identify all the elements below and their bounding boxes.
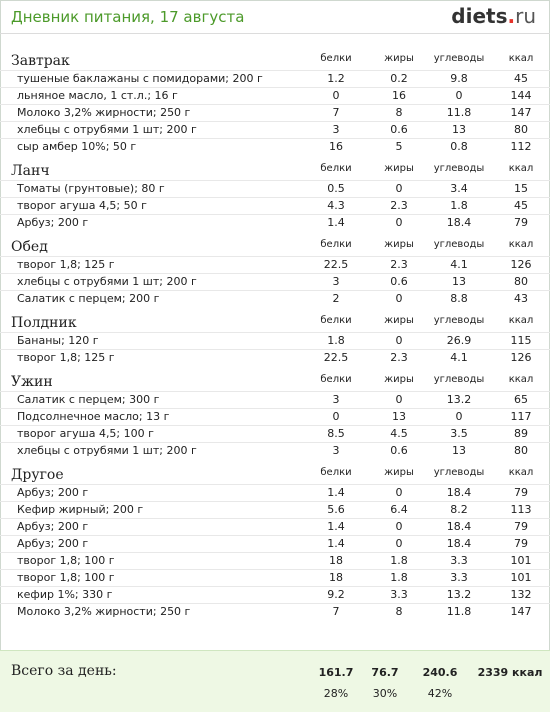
- food-row: [0, 274, 550, 291]
- food-kcal: 147: [492, 604, 550, 621]
- meal-title: Полдник: [11, 315, 77, 331]
- food-kcal: 65: [492, 392, 550, 409]
- column-header-fat: жиры: [384, 374, 414, 385]
- food-protein: 7: [300, 105, 372, 122]
- food-fat: 0: [372, 485, 426, 502]
- column-header-fat: жиры: [384, 53, 414, 64]
- food-row: [0, 426, 550, 443]
- food-carbs: 0: [426, 409, 492, 426]
- food-kcal: 80: [492, 122, 550, 139]
- food-row: [0, 105, 550, 122]
- food-carbs: 3.5: [426, 426, 492, 443]
- food-kcal: 144: [492, 88, 550, 105]
- food-carbs: 3.3: [426, 570, 492, 587]
- food-fat: 0: [372, 291, 426, 308]
- total-protein: 161.7: [318, 666, 354, 679]
- meal-title: Другое: [11, 467, 64, 483]
- food-protein: 8.5: [300, 426, 372, 443]
- food-name: творог агуша 4,5; 100 г: [0, 426, 300, 443]
- food-fat: 8: [372, 105, 426, 122]
- food-name: Арбуз; 200 г: [0, 485, 300, 502]
- total-kcal: 2339 ккал: [477, 666, 543, 679]
- food-fat: 0.6: [372, 274, 426, 291]
- food-name: Кефир жирный; 200 г: [0, 502, 300, 519]
- food-name: Арбуз; 200 г: [0, 536, 300, 553]
- column-header-kcal: ккал: [508, 163, 534, 174]
- food-kcal: 101: [492, 570, 550, 587]
- food-row: [0, 139, 550, 156]
- food-row: [0, 443, 550, 460]
- fat-percent: 30%: [372, 687, 398, 700]
- total-carbs: 240.6: [422, 666, 458, 679]
- food-protein: 18: [300, 553, 372, 570]
- food-fat: 13: [372, 409, 426, 426]
- food-kcal: 45: [492, 71, 550, 88]
- food-carbs: 13.2: [426, 587, 492, 604]
- food-kcal: 126: [492, 257, 550, 274]
- food-row: [0, 409, 550, 426]
- column-header-fat: жиры: [384, 467, 414, 478]
- food-kcal: 15: [492, 181, 550, 198]
- diary-table: [0, 45, 550, 620]
- food-row: [0, 587, 550, 604]
- food-name: Салатик с перцем; 300 г: [0, 392, 300, 409]
- food-kcal: 45: [492, 198, 550, 215]
- food-row: [0, 553, 550, 570]
- total-fat: 76.7: [371, 666, 399, 679]
- column-header-carbs: углеводы: [433, 163, 485, 174]
- food-protein: 9.2: [300, 587, 372, 604]
- food-carbs: 9.8: [426, 71, 492, 88]
- meal-section-header: [0, 45, 550, 71]
- food-fat: 16: [372, 88, 426, 105]
- food-row: [0, 536, 550, 553]
- food-fat: 2.3: [372, 198, 426, 215]
- food-row: [0, 198, 550, 215]
- food-row: [0, 333, 550, 350]
- food-fat: 8: [372, 604, 426, 621]
- column-header-kcal: ккал: [508, 53, 534, 64]
- food-name: творог агуша 4,5; 50 г: [0, 198, 300, 215]
- food-carbs: 4.1: [426, 257, 492, 274]
- food-row: [0, 88, 550, 105]
- food-name: творог 1,8; 100 г: [0, 553, 300, 570]
- food-carbs: 8.2: [426, 502, 492, 519]
- food-row: [0, 257, 550, 274]
- food-fat: 5: [372, 139, 426, 156]
- food-carbs: 26.9: [426, 333, 492, 350]
- food-row: [0, 392, 550, 409]
- food-name: сыр амбер 10%; 50 г: [0, 139, 300, 156]
- food-name: Арбуз; 200 г: [0, 215, 300, 232]
- food-row: [0, 570, 550, 587]
- food-kcal: 132: [492, 587, 550, 604]
- food-name: творог 1,8; 125 г: [0, 350, 300, 367]
- column-header-carbs: углеводы: [433, 374, 485, 385]
- food-kcal: 79: [492, 536, 550, 553]
- food-kcal: 117: [492, 409, 550, 426]
- column-header-protein: белки: [320, 53, 352, 64]
- food-carbs: 1.8: [426, 198, 492, 215]
- food-name: хлебцы с отрубями 1 шт; 200 г: [0, 122, 300, 139]
- food-fat: 0: [372, 215, 426, 232]
- food-carbs: 18.4: [426, 485, 492, 502]
- food-protein: 0: [300, 409, 372, 426]
- food-name: Подсолнечное масло; 13 г: [0, 409, 300, 426]
- site-logo[interactable]: [451, 4, 536, 28]
- column-header-protein: белки: [320, 239, 352, 250]
- column-header-kcal: ккал: [508, 315, 534, 326]
- food-row: [0, 502, 550, 519]
- food-fat: 0.6: [372, 122, 426, 139]
- column-header-fat: жиры: [384, 163, 414, 174]
- meal-section-header: [0, 366, 550, 392]
- food-carbs: 18.4: [426, 536, 492, 553]
- food-protein: 22.5: [300, 350, 372, 367]
- food-name: кефир 1%; 330 г: [0, 587, 300, 604]
- food-kcal: 79: [492, 519, 550, 536]
- column-header-protein: белки: [320, 374, 352, 385]
- food-row: [0, 215, 550, 232]
- food-protein: 0: [300, 88, 372, 105]
- food-row: [0, 485, 550, 502]
- food-kcal: 113: [492, 502, 550, 519]
- column-header-protein: белки: [320, 163, 352, 174]
- food-fat: 6.4: [372, 502, 426, 519]
- food-name: тушеные баклажаны с помидорами; 200 г: [0, 71, 300, 88]
- food-fat: 1.8: [372, 553, 426, 570]
- food-fat: 0: [372, 519, 426, 536]
- column-header-protein: белки: [320, 467, 352, 478]
- column-header-carbs: углеводы: [433, 315, 485, 326]
- daily-totals: [0, 650, 550, 712]
- food-kcal: 115: [492, 333, 550, 350]
- food-row: [0, 519, 550, 536]
- food-fat: 0: [372, 536, 426, 553]
- column-header-kcal: ккал: [508, 239, 534, 250]
- food-protein: 22.5: [300, 257, 372, 274]
- food-protein: 3: [300, 443, 372, 460]
- food-kcal: 101: [492, 553, 550, 570]
- column-header-protein: белки: [320, 315, 352, 326]
- food-fat: 0: [372, 333, 426, 350]
- column-header-fat: жиры: [384, 315, 414, 326]
- food-fat: 4.5: [372, 426, 426, 443]
- meal-title: Ужин: [11, 374, 53, 390]
- column-header-kcal: ккал: [508, 374, 534, 385]
- food-protein: 1.4: [300, 536, 372, 553]
- food-protein: 5.6: [300, 502, 372, 519]
- meal-section-header: [0, 155, 550, 181]
- food-carbs: 13: [426, 443, 492, 460]
- food-row: [0, 181, 550, 198]
- food-carbs: 13.2: [426, 392, 492, 409]
- food-row: [0, 291, 550, 308]
- food-name: Арбуз; 200 г: [0, 519, 300, 536]
- food-name: Бананы; 120 г: [0, 333, 300, 350]
- meal-section-header: [0, 307, 550, 333]
- page-title: Дневник питания, 17 августа: [11, 8, 245, 26]
- food-protein: 3: [300, 122, 372, 139]
- meal-title: Завтрак: [11, 53, 70, 69]
- food-kcal: 80: [492, 443, 550, 460]
- column-header-carbs: углеводы: [433, 467, 485, 478]
- food-protein: 2: [300, 291, 372, 308]
- food-fat: 3.3: [372, 587, 426, 604]
- totals-label: Всего за день:: [11, 663, 117, 679]
- food-protein: 3: [300, 274, 372, 291]
- food-carbs: 3.3: [426, 553, 492, 570]
- food-carbs: 3.4: [426, 181, 492, 198]
- food-row: [0, 604, 550, 621]
- food-carbs: 11.8: [426, 604, 492, 621]
- logo-main: diets: [451, 4, 508, 28]
- food-carbs: 0.8: [426, 139, 492, 156]
- food-protein: 3: [300, 392, 372, 409]
- food-protein: 18: [300, 570, 372, 587]
- food-kcal: 79: [492, 485, 550, 502]
- food-kcal: 43: [492, 291, 550, 308]
- food-row: [0, 122, 550, 139]
- food-kcal: 80: [492, 274, 550, 291]
- food-name: хлебцы с отрубями 1 шт; 200 г: [0, 443, 300, 460]
- food-fat: 0.2: [372, 71, 426, 88]
- food-name: Салатик с перцем; 200 г: [0, 291, 300, 308]
- food-row: [0, 350, 550, 367]
- food-carbs: 11.8: [426, 105, 492, 122]
- food-protein: 4.3: [300, 198, 372, 215]
- protein-percent: 28%: [323, 687, 349, 700]
- food-carbs: 18.4: [426, 519, 492, 536]
- food-carbs: 13: [426, 122, 492, 139]
- logo-dot: .: [507, 4, 516, 28]
- food-carbs: 4.1: [426, 350, 492, 367]
- food-name: Молоко 3,2% жирности; 250 г: [0, 604, 300, 621]
- food-name: льняное масло, 1 ст.л.; 16 г: [0, 88, 300, 105]
- column-header-fat: жиры: [384, 239, 414, 250]
- meal-section-header: [0, 231, 550, 257]
- carbs-percent: 42%: [427, 687, 453, 700]
- food-fat: 0: [372, 392, 426, 409]
- food-name: Молоко 3,2% жирности; 250 г: [0, 105, 300, 122]
- food-kcal: 112: [492, 139, 550, 156]
- food-protein: 16: [300, 139, 372, 156]
- page-header: [0, 0, 550, 34]
- food-kcal: 79: [492, 215, 550, 232]
- column-header-carbs: углеводы: [433, 239, 485, 250]
- food-carbs: 8.8: [426, 291, 492, 308]
- food-protein: 1.4: [300, 215, 372, 232]
- food-row: [0, 71, 550, 88]
- food-kcal: 147: [492, 105, 550, 122]
- header-divider: [0, 33, 550, 34]
- food-name: творог 1,8; 100 г: [0, 570, 300, 587]
- meal-title: Обед: [11, 239, 48, 255]
- food-protein: 0.5: [300, 181, 372, 198]
- meal-section-header: [0, 459, 550, 485]
- food-fat: 0.6: [372, 443, 426, 460]
- food-fat: 2.3: [372, 257, 426, 274]
- food-fat: 1.8: [372, 570, 426, 587]
- food-protein: 1.8: [300, 333, 372, 350]
- food-protein: 7: [300, 604, 372, 621]
- food-carbs: 13: [426, 274, 492, 291]
- food-protein: 1.2: [300, 71, 372, 88]
- column-header-carbs: углеводы: [433, 53, 485, 64]
- food-name: хлебцы с отрубями 1 шт; 200 г: [0, 274, 300, 291]
- food-fat: 2.3: [372, 350, 426, 367]
- food-protein: 1.4: [300, 485, 372, 502]
- food-kcal: 89: [492, 426, 550, 443]
- food-fat: 0: [372, 181, 426, 198]
- food-carbs: 18.4: [426, 215, 492, 232]
- food-kcal: 126: [492, 350, 550, 367]
- column-header-kcal: ккал: [508, 467, 534, 478]
- food-carbs: 0: [426, 88, 492, 105]
- food-name: Томаты (грунтовые); 80 г: [0, 181, 300, 198]
- logo-tld: ru: [515, 4, 536, 28]
- food-protein: 1.4: [300, 519, 372, 536]
- food-name: творог 1,8; 125 г: [0, 257, 300, 274]
- meal-title: Ланч: [11, 163, 50, 179]
